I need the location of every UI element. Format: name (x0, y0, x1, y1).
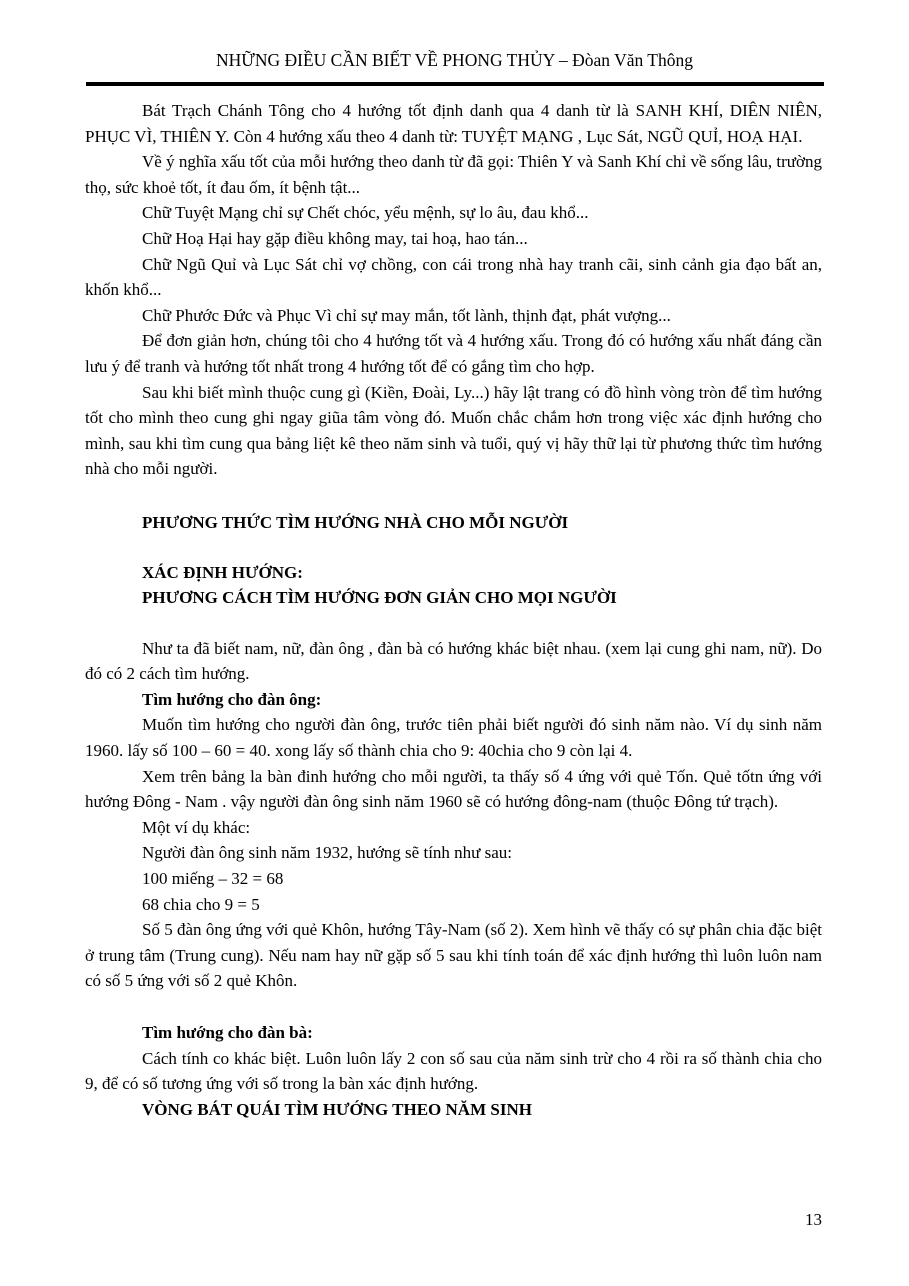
paragraph: Chữ Ngũ Quỉ và Lục Sát chỉ vợ chồng, con cái trong nhà hay tranh cãi, sinh cảnh gia đạo bất an, khốn khổ... (85, 254, 822, 300)
paragraph: Chữ Phước Đức và Phục Vì chỉ sự may mắn, tốt lành, thịnh đạt, phát vượng... (142, 305, 671, 325)
paragraph: Chữ Tuyệt Mạng chỉ sự Chết chóc, yểu mệnh, sự lo âu, đau khổ... (142, 203, 589, 223)
page-number: 13 (805, 1210, 822, 1229)
paragraph: Muốn tìm hướng cho người đàn ông, trước tiên phải biết người đó sinh năm nào. Ví dụ sinh năm 1960. lấy số 100 – 60 = 40. xong lấy số thành chia cho 9: 40chia cho 9 còn lại 4. (85, 715, 822, 761)
running-header-title: NHỮNG ĐIỀU CẦN BIẾT VỀ PHONG THỦY – Đòan Văn Thông (216, 50, 693, 70)
header-rule (86, 82, 824, 86)
paragraph: Người đàn ông sinh năm 1932, hướng sẽ tính như sau: (142, 843, 513, 863)
section-heading: VÒNG BÁT QUÁI TÌM HƯỚNG THEO NĂM SINH (142, 1099, 532, 1119)
document-body (85, 98, 822, 1122)
paragraph: Về ý nghĩa xấu tốt của mỗi hướng theo danh từ đã gọi: Thiên Y và Sanh Khí chỉ về sống lâu, trường thọ, sức khoẻ tốt, ít đau ốm, ít bệnh tật... (85, 152, 823, 197)
paragraph: Chữ Hoạ Hại hay gặp điều không may, tai hoạ, hao tán... (142, 228, 528, 248)
paragraph: Bát Trạch Chánh Tông cho 4 hướng tốt định danh qua 4 danh từ là SANH KHÍ, DIÊN NIÊN, PHỤC VÌ, THIÊN Y. Còn 4 hướng xấu theo 4 danh từ: TUYỆT MẠNG , Lục Sát, NGŨ QUỈ, HOẠ HẠI. (85, 101, 822, 146)
paragraph: Sau khi biết mình thuộc cung gì (Kiền, Đoài, Ly...) hãy lật trang có đồ hình vòng tròn để tìm hướng tốt cho mình theo cung ghi ngay giũa tâm vòng đó. Muốn chắc chắm hơn trong việc xác định hướng cho mình, sau khi tìm cung qua bảng liệt kê theo năm sinh và tuổi, quý vị hãy thữ lại từ phương thức tìm hướng nhà cho mỗi người. (85, 382, 822, 479)
paragraph: Cách tính co khác biệt. Luôn luôn lấy 2 con số sau của năm sinh trừ cho 4 rồi ra số thành chia cho 9, để có số tương ứng với số trong la bàn xác định hướng. (85, 1048, 822, 1094)
formula-line: 68 chia cho 9 = 5 (142, 894, 260, 914)
section-subheading: PHƯƠNG CÁCH TÌM HƯỚNG ĐƠN GIẢN CHO MỌI NGƯỜI (142, 588, 617, 608)
paragraph: Số 5 đàn ông ứng với quẻ Khôn, hướng Tây-Nam (số 2). Xem hình vẽ thấy có sự phân chia đặc biệt ở trung tâm (Trung cung). Nếu nam hay nữ gặp số 5 sau khi tính toán để xác định hướng thì luôn luôn nam có số 5 ứng với số 2 quẻ Khôn. (85, 920, 822, 991)
paragraph: Xem trên bảng la bàn đinh hướng cho mỗi người, ta thấy số 4 ứng với quẻ Tốn. Quẻ tốtn ứng với hướng Đông - Nam . vậy người đàn ông sinh năm 1960 sẽ có hướng đông-nam (thuộc Đông tứ trạch). (85, 766, 822, 812)
section-heading: PHƯƠNG THỨC TÌM HƯỚNG NHÀ CHO MỖI NGƯỜI (142, 512, 569, 532)
run-in-heading: Tìm hướng cho đàn bà: (142, 1023, 313, 1042)
paragraph: Một ví dụ khác: (142, 817, 251, 837)
paragraph: Như ta đã biết nam, nữ, đàn ông , đàn bà có hướng khác biệt nhau. (xem lại cung ghi nam, nữ). Do đó có 2 cách tìm hướng. (85, 638, 822, 684)
paragraph: Để đơn giản hơn, chúng tôi cho 4 hướng tốt và 4 hướng xấu. Trong đó có hướng xấu nhất đáng cần lưu ý để tranh và hướng tốt nhất trong 4 hướng tốt để có gắng tìm cho hợp. (85, 331, 822, 376)
run-in-heading: Tìm hướng cho đàn ông: (142, 689, 322, 709)
section-subheading: XÁC ĐỊNH HƯỚNG: (142, 562, 303, 582)
formula-line: 100 miếng – 32 = 68 (142, 869, 284, 889)
